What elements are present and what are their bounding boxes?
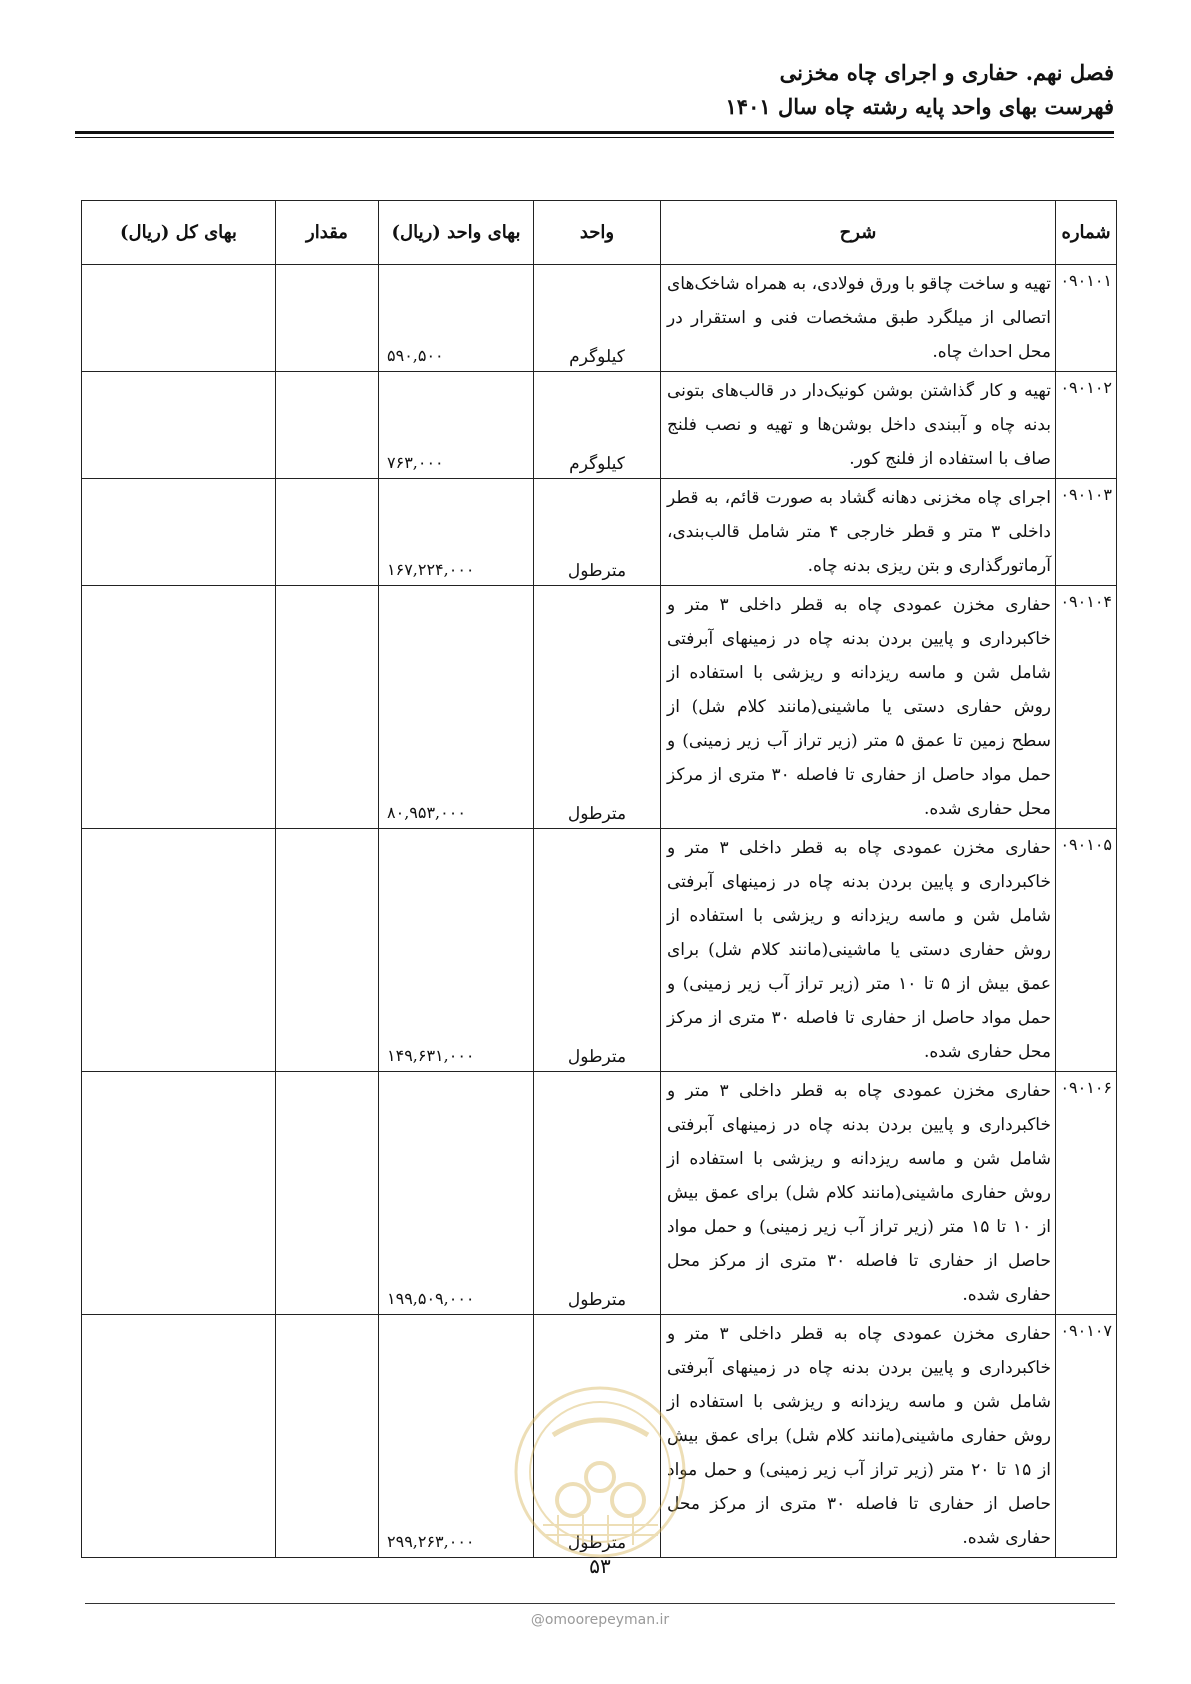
document-title: فهرست بهای واحد پایه رشته چاه سال ۱۴۰۱: [725, 94, 1114, 119]
row-code: ۰۹۰۱۰۳: [1056, 479, 1117, 586]
table-row: [82, 479, 1117, 586]
row-description: حفاری مخزن عمودی چاه به قطر داخلی ۳ متر و خاکبرداری و پایین بردن بدنه چاه در زمینهای آبرفتی شامل شن و ماسه ریزدانه و ریزشی با استفاده از روش حفاری ماشینی(مانند کلام شل) برای عمق بیش از ۱۰ تا ۱۵ متر (زیر تراز آب زیر زمینی) و حمل مواد حاصل از حفاری تا فاصله ۳۰ متری از مرکز محل حفاری شده.: [661, 1072, 1056, 1315]
row-unit-price: ۱۴۹,۶۳۱,۰۰۰: [379, 829, 534, 1072]
row-unit-price: ۸۰,۹۵۳,۰۰۰: [379, 586, 534, 829]
row-quantity: [276, 265, 379, 372]
page-number: ۵۳: [589, 1554, 611, 1578]
row-unit-price: ۵۹۰,۵۰۰: [379, 265, 534, 372]
row-unit-price: ۱۹۹,۵۰۹,۰۰۰: [379, 1072, 534, 1315]
row-total-price: [82, 265, 276, 372]
row-total-price: [82, 1315, 276, 1558]
header-rule-thick: [75, 131, 1114, 134]
row-quantity: [276, 586, 379, 829]
table-row: [82, 829, 1117, 1072]
watermark-url: @omoorepeyman.ir: [530, 1612, 670, 1628]
header-rule-thin: [75, 137, 1114, 138]
row-unit-price: ۱۶۷,۲۲۴,۰۰۰: [379, 479, 534, 586]
header-total-price: بهای کل (ریال): [82, 201, 276, 265]
row-unit: کیلوگرم: [534, 265, 661, 372]
header-unit-price: بهای واحد (ریال): [379, 201, 534, 265]
row-code: ۰۹۰۱۰۶: [1056, 1072, 1117, 1315]
row-unit: مترطول: [534, 829, 661, 1072]
row-code: ۰۹۰۱۰۷: [1056, 1315, 1117, 1558]
header-description: شرح: [661, 201, 1056, 265]
row-code: ۰۹۰۱۰۴: [1056, 586, 1117, 829]
chapter-title: فصل نهم. حفاری و اجرای چاه مخزنی: [779, 60, 1114, 85]
row-description: اجرای چاه مخزنی دهانه گشاد به صورت قائم، به قطر داخلی ۳ متر و قطر خارجی ۴ متر شامل قالب‌بندی، آرماتورگذاری و بتن ریزی بدنه چاه.: [661, 479, 1056, 586]
row-quantity: [276, 829, 379, 1072]
row-unit: مترطول: [534, 586, 661, 829]
row-total-price: [82, 372, 276, 479]
row-unit: کیلوگرم: [534, 372, 661, 479]
row-code: ۰۹۰۱۰۱: [1056, 265, 1117, 372]
row-total-price: [82, 479, 276, 586]
price-list-table: [81, 200, 1117, 1558]
table-row: [82, 372, 1117, 479]
row-unit-price: ۷۶۳,۰۰۰: [379, 372, 534, 479]
table-row: [82, 1315, 1117, 1558]
row-unit: مترطول: [534, 1072, 661, 1315]
footer-rule: [85, 1603, 1115, 1604]
header-code: شماره: [1056, 201, 1117, 265]
row-quantity: [276, 1072, 379, 1315]
row-description: تهیه و کار گذاشتن بوشن کونیک‌دار در قالب‌های بتونی بدنه چاه و آببندی داخل بوشن‌ها و تهیه و نصب فلنج صاف با استفاده از فلنج کور.: [661, 372, 1056, 479]
row-unit-price: ۲۹۹,۲۶۳,۰۰۰: [379, 1315, 534, 1558]
row-quantity: [276, 479, 379, 586]
row-description: حفاری مخزن عمودی چاه به قطر داخلی ۳ متر و خاکبرداری و پایین بردن بدنه چاه در زمینهای آبرفتی شامل شن و ماسه ریزدانه و ریزشی با استفاده از روش حفاری دستی یا ماشینی(مانند کلام شل) از سطح زمین تا عمق ۵ متر (زیر تراز آب زیر زمینی) و حمل مواد حاصل از حفاری تا فاصله ۳۰ متری از مرکز محل حفاری شده.: [661, 586, 1056, 829]
row-code: ۰۹۰۱۰۵: [1056, 829, 1117, 1072]
row-code: ۰۹۰۱۰۲: [1056, 372, 1117, 479]
row-description: تهیه و ساخت چاقو با ورق فولادی، به همراه شاخک‌های اتصالی از میلگرد طبق مشخصات فنی و استقرار در محل احداث چاه.: [661, 265, 1056, 372]
table-row: [82, 586, 1117, 829]
table-row: [82, 265, 1117, 372]
row-total-price: [82, 829, 276, 1072]
table-row: [82, 1072, 1117, 1315]
row-unit: مترطول: [534, 1315, 661, 1558]
header-unit: واحد: [534, 201, 661, 265]
row-total-price: [82, 586, 276, 829]
row-quantity: [276, 372, 379, 479]
row-description: حفاری مخزن عمودی چاه به قطر داخلی ۳ متر و خاکبرداری و پایین بردن بدنه چاه در زمینهای آبرفتی شامل شن و ماسه ریزدانه و ریزشی با استفاده از روش حفاری دستی یا ماشینی(مانند کلام شل) برای عمق بیش از ۵ تا ۱۰ متر (زیر تراز آب زیر زمینی) و حمل مواد حاصل از حفاری تا فاصله ۳۰ متری از مرکز محل حفاری شده.: [661, 829, 1056, 1072]
header-quantity: مقدار: [276, 201, 379, 265]
page-header: [74, 56, 1114, 124]
row-unit: مترطول: [534, 479, 661, 586]
row-description: حفاری مخزن عمودی چاه به قطر داخلی ۳ متر و خاکبرداری و پایین بردن بدنه چاه در زمینهای آبرفتی شامل شن و ماسه ریزدانه و ریزشی با استفاده از روش حفاری ماشینی(مانند کلام شل) برای عمق بیش از ۱۵ تا ۲۰ متر (زیر تراز آب زیر زمینی) و حمل مواد حاصل از حفاری تا فاصله ۳۰ متری از مرکز محل حفاری شده.: [661, 1315, 1056, 1558]
row-quantity: [276, 1315, 379, 1558]
table-header-row: [82, 201, 1117, 265]
row-total-price: [82, 1072, 276, 1315]
